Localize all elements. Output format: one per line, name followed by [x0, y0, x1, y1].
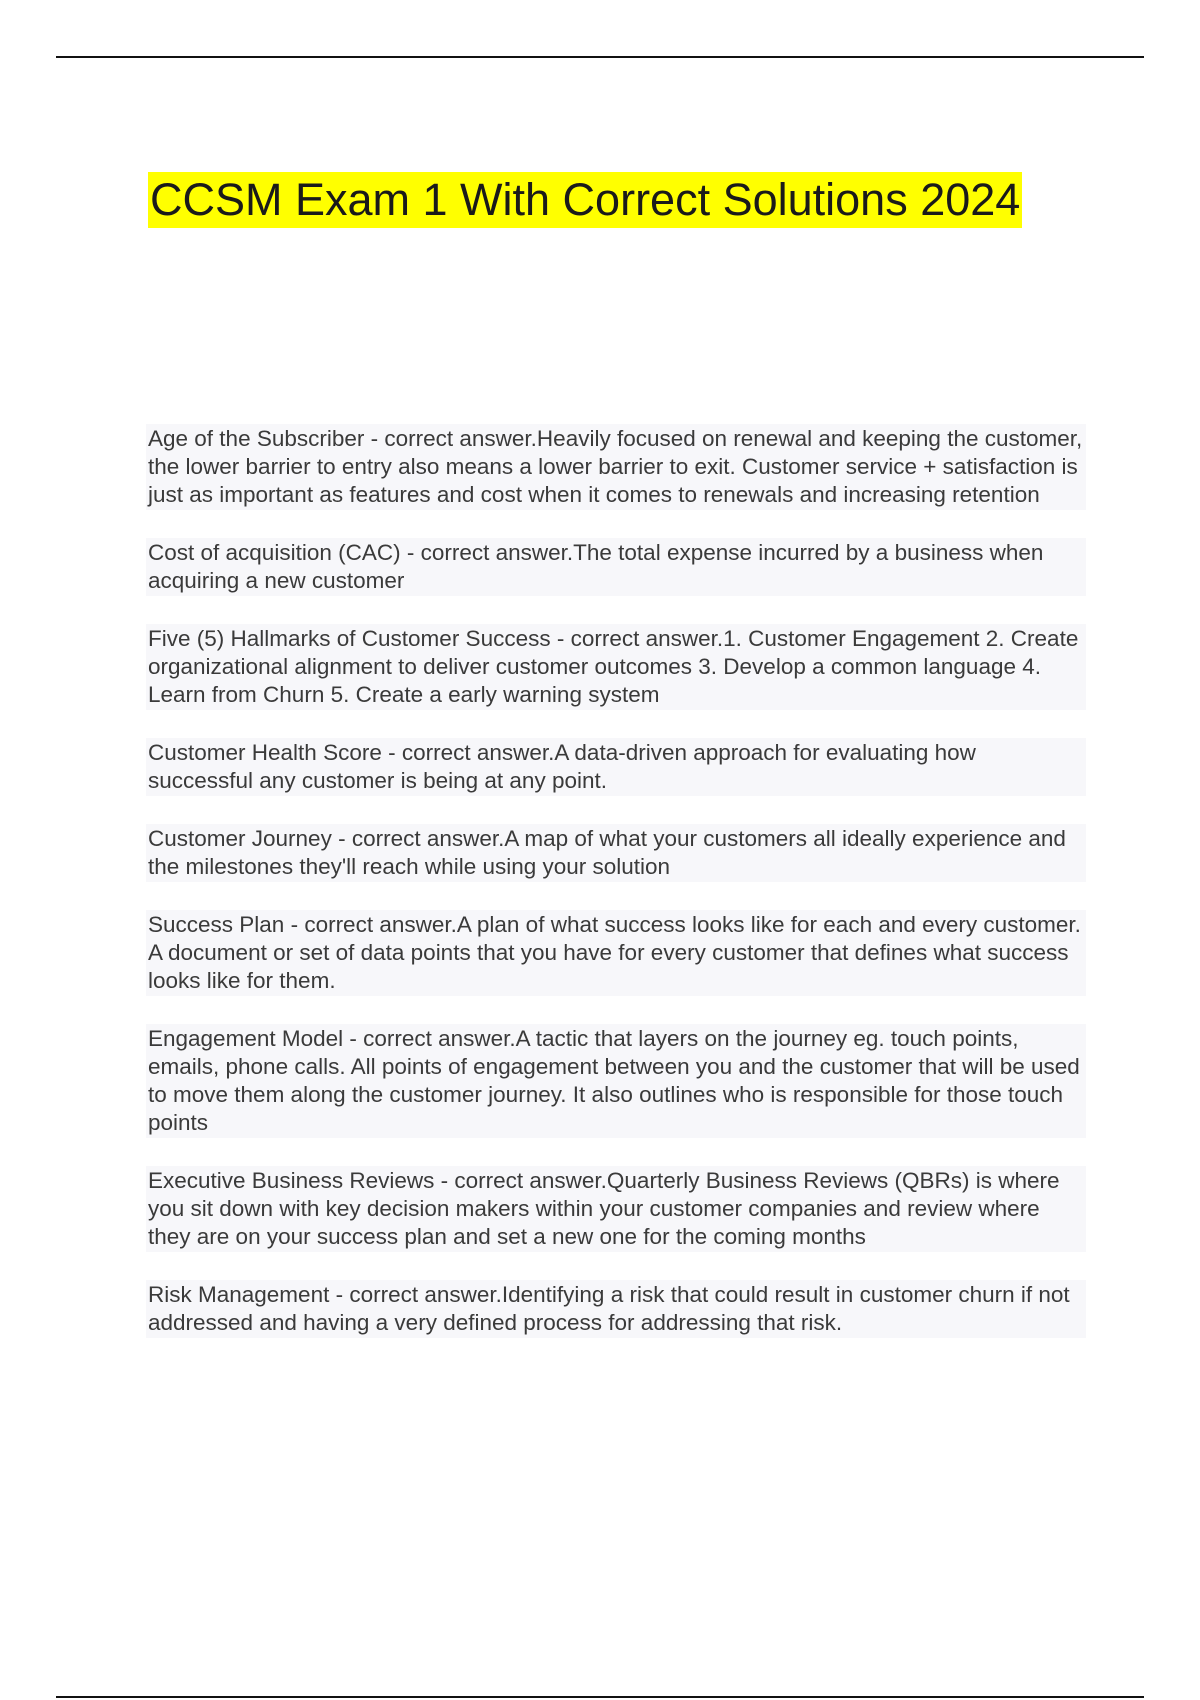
qa-entry-cost-of-acquisition: Cost of acquisition (CAC) - correct answer.The total expense incurred by a business when acquiring a new customer	[146, 538, 1086, 596]
qa-entry-age-of-subscriber: Age of the Subscriber - correct answer.Heavily focused on renewal and keeping the customer, the lower barrier to entry also means a lower barrier to exit. Customer service + satisfaction is just as important as features and cost when it comes to renewals and increasing retention	[146, 424, 1086, 510]
document-title: CCSM Exam 1 With Correct Solutions 2024	[148, 172, 1022, 228]
qa-entry-executive-business-reviews: Executive Business Reviews - correct answer.Quarterly Business Reviews (QBRs) is where you sit down with key decision makers within your customer companies and review where they are on your success plan and set a new one for the coming months	[146, 1166, 1086, 1252]
qa-entry-success-plan: Success Plan - correct answer.A plan of what success looks like for each and every customer. A document or set of data points that you have for every customer that defines what success looks like for them.	[146, 910, 1086, 996]
qa-entry-customer-journey: Customer Journey - correct answer.A map of what your customers all ideally experience and the milestones they'll reach while using your solution	[146, 824, 1086, 882]
qa-entry-customer-health-score: Customer Health Score - correct answer.A data-driven approach for evaluating how successful any customer is being at any point.	[146, 738, 1086, 796]
header-rule	[56, 56, 1144, 58]
title-container	[148, 172, 1084, 228]
qa-entry-five-hallmarks: Five (5) Hallmarks of Customer Success - correct answer.1. Customer Engagement 2. Create organizational alignment to deliver customer outcomes 3. Develop a common language 4. Learn from Churn 5. Create a early warning system	[146, 624, 1086, 710]
qa-list	[146, 424, 1086, 1366]
qa-entry-risk-management: Risk Management - correct answer.Identifying a risk that could result in customer churn if not addressed and having a very defined process for addressing that risk.	[146, 1280, 1086, 1338]
footer-rule	[56, 1696, 1144, 1698]
qa-entry-engagement-model: Engagement Model - correct answer.A tactic that layers on the journey eg. touch points, emails, phone calls. All points of engagement between you and the customer that will be used to move them along the customer journey. It also outlines who is responsible for those touch points	[146, 1024, 1086, 1138]
